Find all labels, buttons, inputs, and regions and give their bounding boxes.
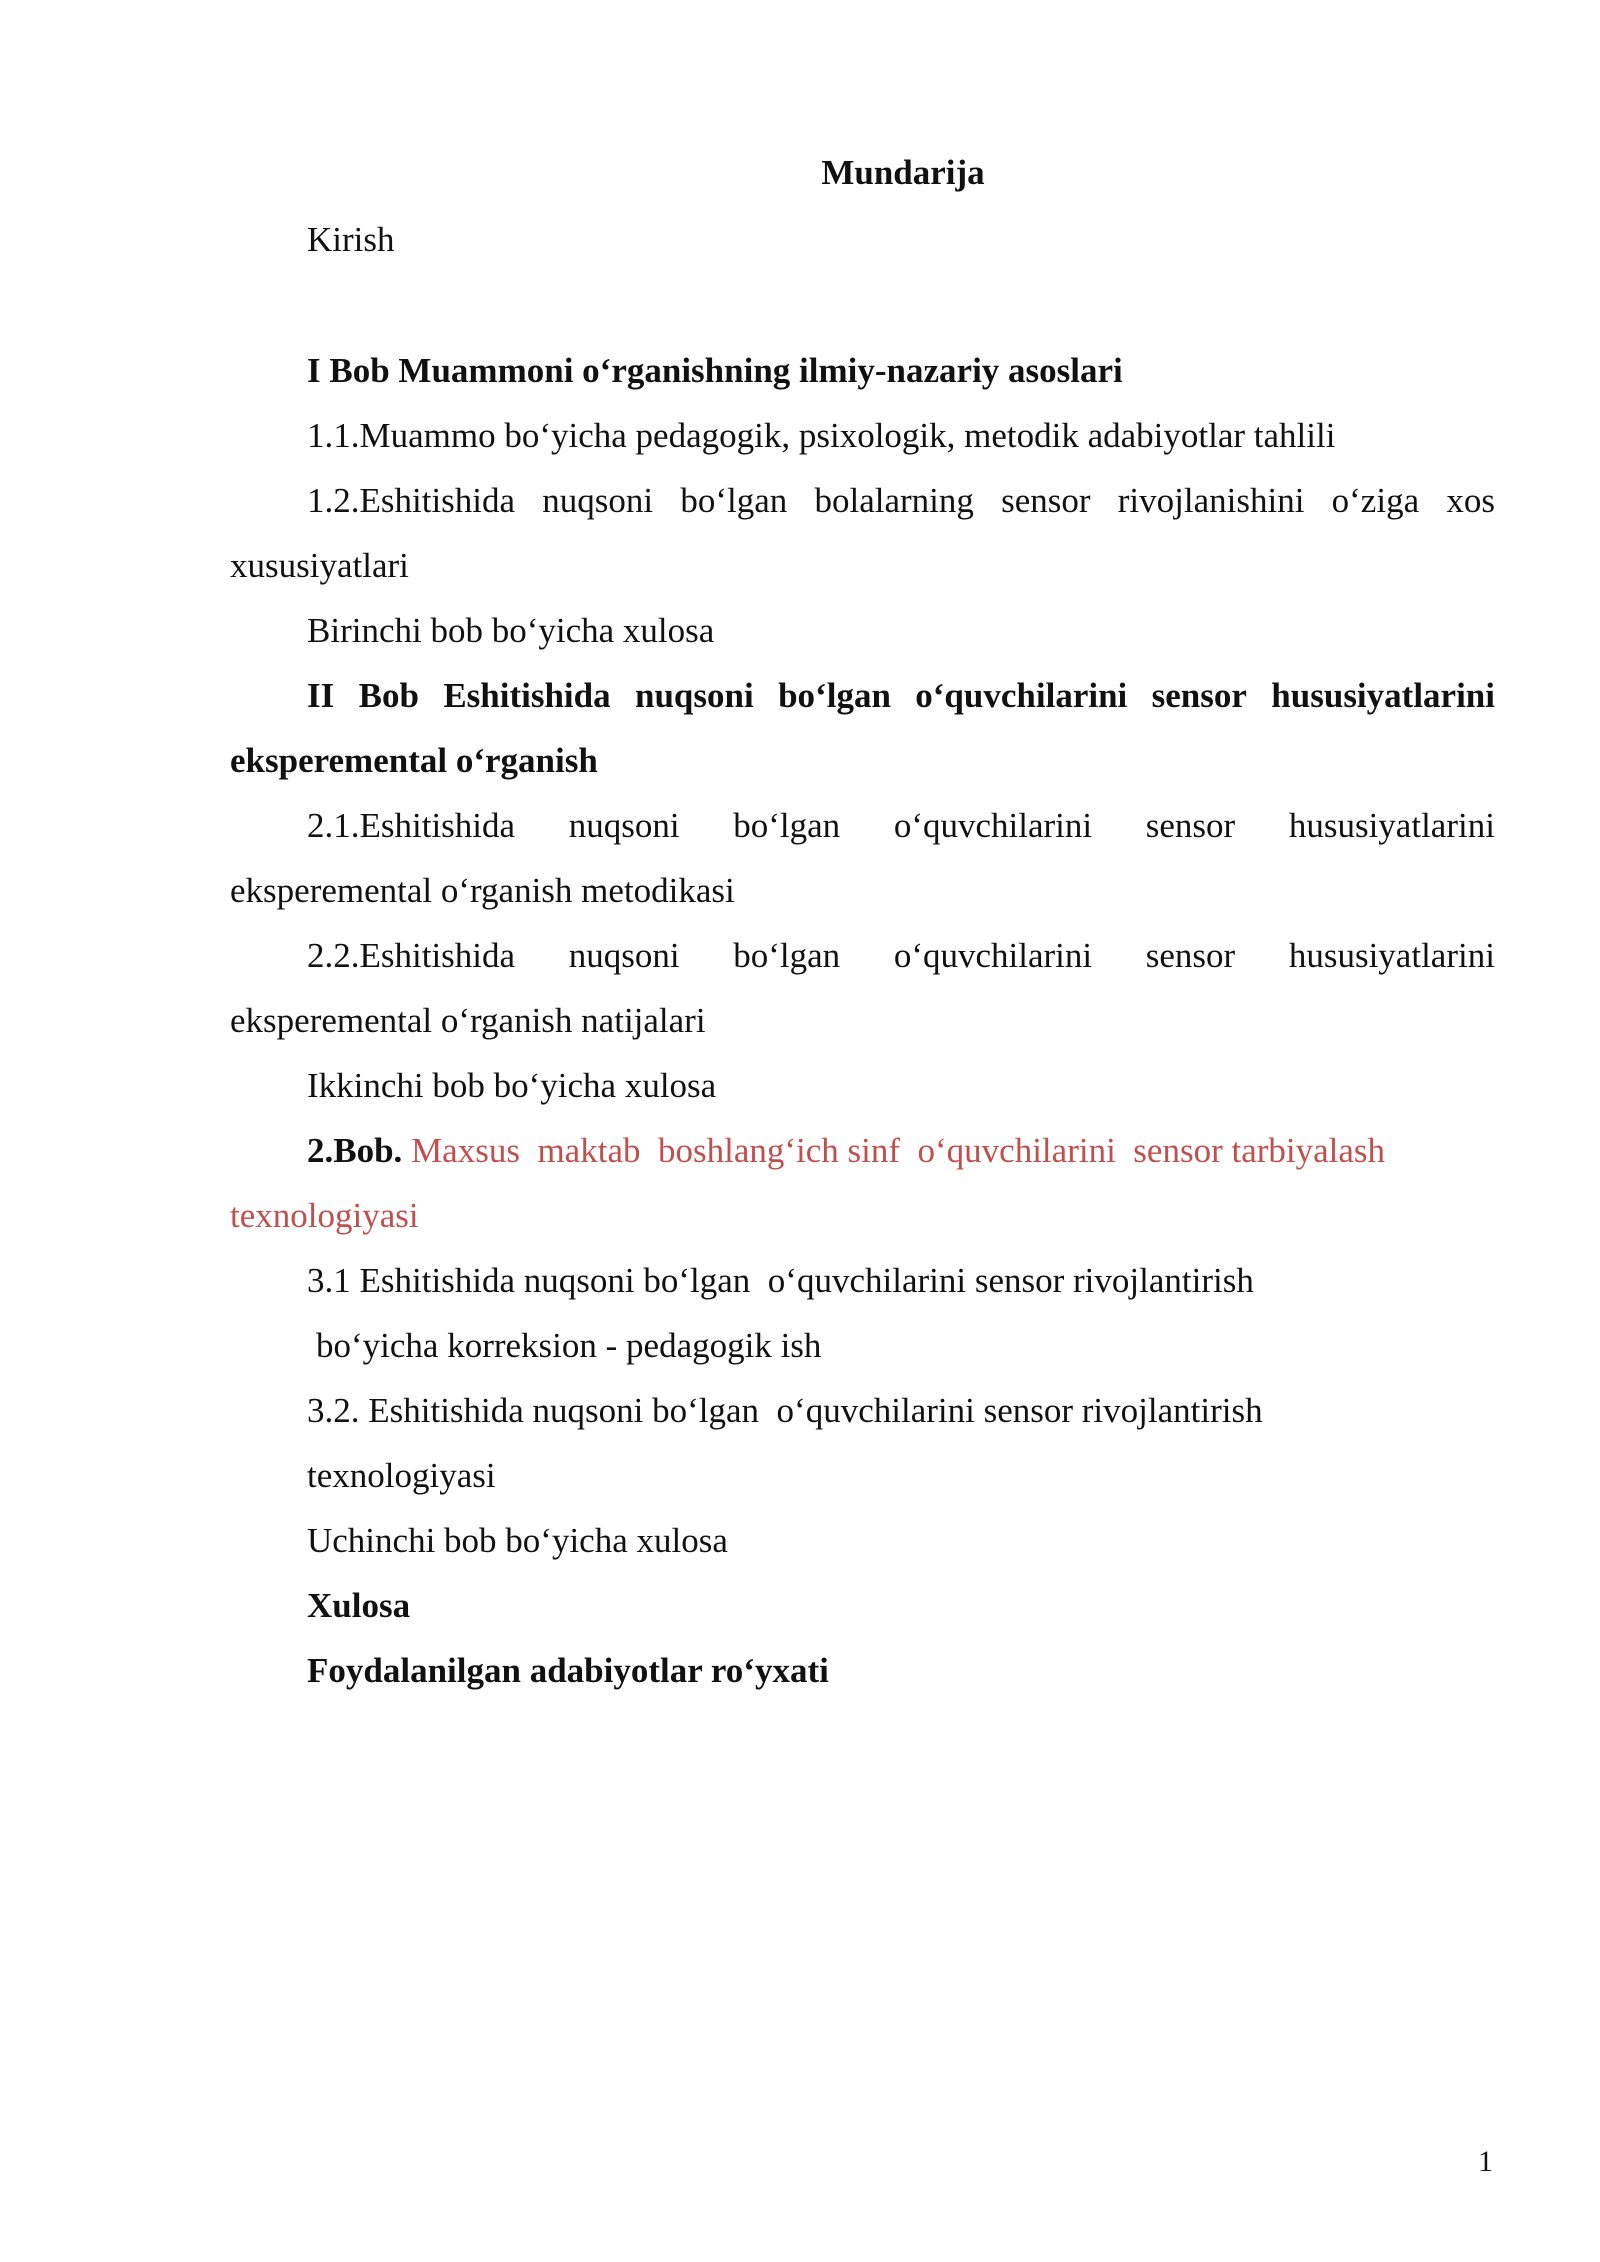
toc-word: o‘quvchilarini: [893, 806, 1093, 845]
toc-entry-kirish: Kirish: [307, 220, 395, 259]
toc-word: sensor: [1145, 936, 1236, 975]
toc-section-1-2: [307, 483, 1495, 518]
toc-word: nuqsoni: [542, 481, 654, 520]
toc-section-3-1: 3.1 Eshitishida nuqsoni bo‘lgan o‘quvchilarini sensor rivojlantirish: [307, 1261, 1254, 1300]
toc-section-2-2: [307, 938, 1495, 973]
toc-word: sensor: [1001, 481, 1091, 520]
toc-chapter-2-title: [307, 678, 1495, 713]
toc-word: 2.1.Eshitishida: [307, 806, 516, 845]
toc-conclusion: Xulosa: [307, 1586, 411, 1625]
toc-word: nuqsoni: [568, 936, 680, 975]
toc-word: o‘quvchilarini: [893, 936, 1093, 975]
toc-word: nuqsoni: [568, 806, 680, 845]
toc-word: bo‘lgan: [778, 676, 891, 715]
toc-word: hususiyatlarini: [1288, 936, 1495, 975]
toc-chapter-2-summary: Ikkinchi bob bo‘yicha xulosa: [307, 1066, 717, 1105]
page-number: 1: [1478, 2145, 1493, 2178]
toc-section-3-2: 3.2. Eshitishida nuqsoni bo‘lgan o‘quvchilarini sensor rivojlantirish: [307, 1391, 1263, 1430]
toc-chapter-2-title-continuation: eksperemental o‘rganish: [230, 741, 598, 780]
toc-word: Bob: [358, 676, 419, 715]
toc-word: 2.2.Eshitishida: [307, 936, 516, 975]
toc-word: bo‘lgan: [733, 936, 841, 975]
toc-word: bo‘lgan: [680, 481, 788, 520]
toc-chapter-3-title: [307, 1133, 1385, 1168]
toc-word: Eshitishida: [443, 676, 611, 715]
toc-chapter-1-summary: Birinchi bob bo‘yicha xulosa: [307, 611, 715, 650]
toc-section-2-1: [307, 808, 1495, 843]
toc-word: hususiyatlarini: [1288, 806, 1495, 845]
toc-references: Foydalanilgan adabiyotlar ro‘yxati: [307, 1651, 829, 1690]
toc-word: nuqsoni: [635, 676, 754, 715]
page-title: Mundarija: [821, 153, 985, 192]
toc-word: hususiyatlarini: [1271, 676, 1495, 715]
toc-word: sensor: [1151, 676, 1247, 715]
toc-word: xos: [1446, 481, 1495, 520]
toc-word: bo‘lgan: [733, 806, 841, 845]
toc-section-3-1-continuation: bo‘yicha korreksion - pedagogik ish: [316, 1326, 822, 1365]
toc-word: o‘ziga: [1331, 481, 1420, 520]
toc-word: II: [307, 676, 335, 715]
toc-word: sensor: [1145, 806, 1236, 845]
toc-section-1-1: 1.1.Muammo bo‘yicha pedagogik, psixologik, metodik adabiyotlar tahlili: [307, 416, 1336, 455]
toc-chapter-1-title: I Bob Muammoni o‘rganishning ilmiy-nazariy asoslari: [307, 351, 1123, 390]
toc-chapter-3-summary: Uchinchi bob bo‘yicha xulosa: [307, 1521, 728, 1560]
toc-section-2-2-continuation: eksperemental o‘rganish natijalari: [230, 1001, 706, 1040]
toc-chapter-3-title-continuation: texnologiyasi: [230, 1196, 419, 1235]
toc-word: rivojlanishini: [1117, 481, 1305, 520]
toc-section-1-2-continuation: xususiyatlari: [230, 546, 409, 585]
toc-word: o‘quvchilarini: [915, 676, 1128, 715]
toc-section-3-2-continuation: texnologiyasi: [307, 1456, 496, 1495]
toc-section-2-1-continuation: eksperemental o‘rganish metodikasi: [230, 871, 735, 910]
toc-word: bolalarning: [814, 481, 974, 520]
toc-word: 1.2.Eshitishida: [307, 481, 516, 520]
toc-chapter-3-name: Maxsus maktab boshlang‘ich sinf o‘quvchilarini sensor tarbiyalash: [411, 1131, 1386, 1170]
toc-chapter-3-label: 2.Bob.: [307, 1131, 403, 1170]
